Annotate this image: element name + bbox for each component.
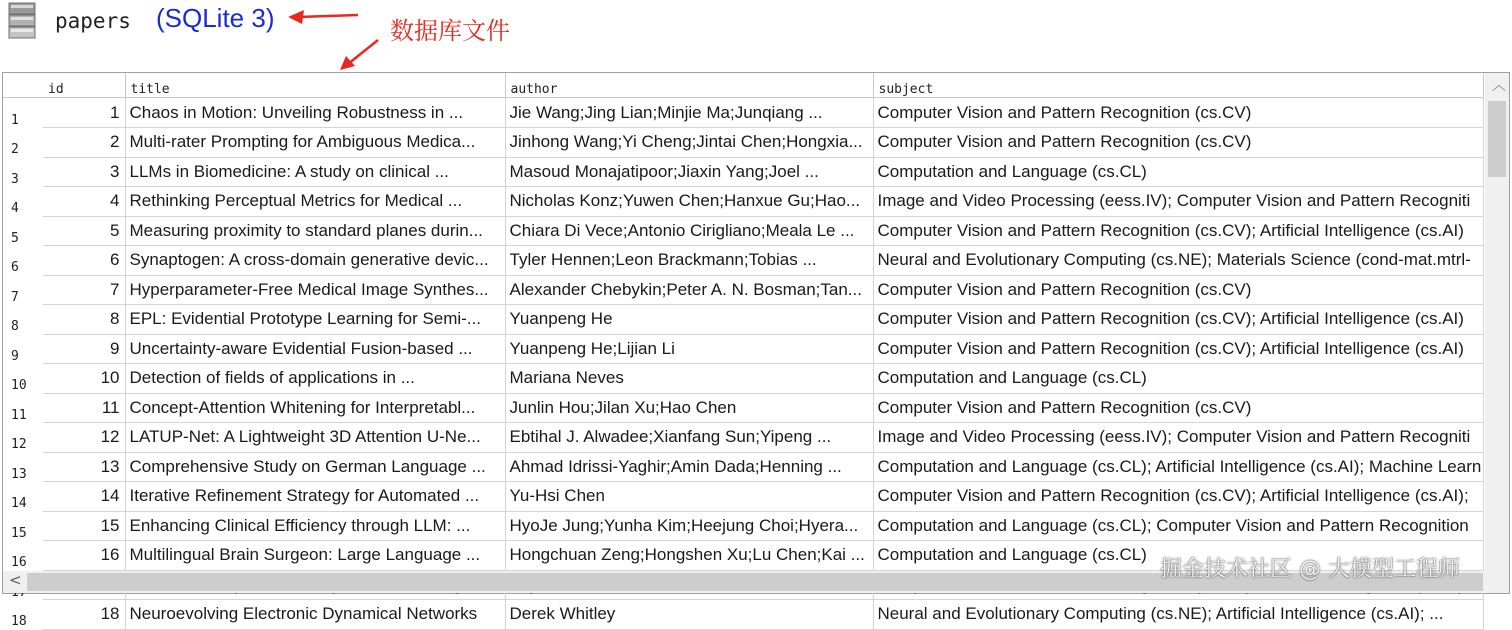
table-row[interactable] [3, 187, 1483, 217]
cell-subject[interactable]: Computation and Language (cs.CL) [873, 157, 1483, 187]
column-header-author[interactable]: author [505, 73, 873, 98]
row-number[interactable]: 10 [11, 378, 27, 393]
table-row[interactable] [3, 305, 1483, 335]
arrow-down-left-icon [338, 38, 382, 72]
cell-id[interactable]: 15 [43, 511, 125, 541]
cell-title[interactable]: LATUP-Net: A Lightweight 3D Attention U-Ne... [125, 423, 505, 453]
watermark: 掘金技术社区 @ 大模型工程师 [1160, 557, 1460, 582]
cell-title[interactable]: Neuroevolving Electronic Dynamical Networks [125, 600, 505, 630]
cell-author[interactable]: Ebtihal J. Alwadee;Xianfang Sun;Yipeng ... [505, 423, 873, 453]
cell-author[interactable]: Yuanpeng He;Lijian Li [505, 334, 873, 364]
table-row[interactable] [3, 334, 1483, 364]
row-number[interactable]: 4 [11, 201, 19, 216]
chevron-left-icon[interactable]: < [9, 571, 22, 589]
cell-title[interactable]: Iterative Refinement Strategy for Automated ... [125, 482, 505, 512]
vertical-scroll-thumb[interactable] [1488, 101, 1506, 177]
cell-author[interactable]: Junlin Hou;Jilan Xu;Hao Chen [505, 393, 873, 423]
cell-title[interactable]: Rethinking Perceptual Metrics for Medical ... [125, 187, 505, 217]
cell-id[interactable]: 8 [43, 305, 125, 335]
table-row[interactable] [3, 275, 1483, 305]
cell-id[interactable]: 14 [43, 482, 125, 512]
cell-title[interactable]: Enhancing Clinical Efficiency through LLM: ... [125, 511, 505, 541]
cell-subject[interactable]: Computer Vision and Pattern Recognition (cs.CV); Artificial Intelligence (cs.AI) [873, 334, 1483, 364]
database-name: papers [55, 9, 131, 33]
cell-subject[interactable]: Neural and Evolutionary Computing (cs.NE); Artificial Intelligence (cs.AI); ... [873, 600, 1483, 630]
cell-subject[interactable]: Computation and Language (cs.CL); Computer Vision and Pattern Recognition [873, 511, 1483, 541]
cell-subject[interactable]: Computer Vision and Pattern Recognition (cs.CV) [873, 393, 1483, 423]
cell-subject[interactable]: Computer Vision and Pattern Recognition (cs.CV); Artificial Intelligence (cs.AI) [873, 305, 1483, 335]
cell-id[interactable]: 5 [43, 216, 125, 246]
cell-id[interactable]: 2 [43, 128, 125, 158]
table-row[interactable] [3, 452, 1483, 482]
cell-author[interactable]: Ahmad Idrissi-Yaghir;Amin Dada;Henning ... [505, 452, 873, 482]
cell-subject[interactable]: Neural and Evolutionary Computing (cs.NE); Materials Science (cond-mat.mtrl- [873, 246, 1483, 276]
cell-subject[interactable]: Image and Video Processing (eess.IV); Computer Vision and Pattern Recogniti [873, 187, 1483, 217]
column-header-subject[interactable]: subject [873, 73, 1483, 98]
chevron-up-icon: ︿ [1492, 78, 1506, 94]
cell-subject[interactable]: Computation and Language (cs.CL) [873, 541, 1483, 571]
column-header-title[interactable]: title [125, 73, 505, 98]
cell-id[interactable]: 16 [43, 541, 125, 571]
cell-id[interactable]: 6 [43, 246, 125, 276]
cell-title[interactable]: EPL: Evidential Prototype Learning for Semi-... [125, 305, 505, 335]
cell-id[interactable]: 7 [43, 275, 125, 305]
cell-title[interactable]: Multilingual Brain Surgeon: Large Language ... [125, 541, 505, 571]
cell-title[interactable]: LLMs in Biomedicine: A study on clinical ... [125, 157, 505, 187]
row-number[interactable]: 2 [11, 142, 19, 157]
table-row[interactable] [3, 600, 1483, 630]
table-row[interactable] [3, 98, 1483, 128]
row-number[interactable]: 12 [11, 437, 27, 452]
cell-id[interactable]: 13 [43, 452, 125, 482]
table-row[interactable] [3, 511, 1483, 541]
table-row[interactable] [3, 423, 1483, 453]
cell-id[interactable]: 10 [43, 364, 125, 394]
cell-author[interactable]: Chiara Di Vece;Antonio Cirigliano;Meala Le ... [505, 216, 873, 246]
cell-author[interactable]: Yuanpeng He [505, 305, 873, 335]
row-number[interactable]: 3 [11, 171, 19, 187]
scrollbar-corner [1485, 571, 1509, 593]
cell-subject[interactable]: Computer Vision and Pattern Recognition (cs.CV) [873, 98, 1483, 128]
annotation-label: 数据库文件 [390, 17, 510, 45]
cell-author[interactable]: Jinhong Wang;Yi Cheng;Jintai Chen;Hongxia... [505, 128, 873, 158]
cell-title[interactable]: Chaos in Motion: Unveiling Robustness in ... [125, 98, 505, 128]
cell-title[interactable]: Multi-rater Prompting for Ambiguous Medica... [125, 128, 505, 158]
scroll-up-button[interactable] [1485, 73, 1509, 97]
table-body [3, 98, 1483, 630]
cell-subject[interactable]: Computer Vision and Pattern Recognition (cs.CV); Artificial Intelligence (cs.AI); [873, 482, 1483, 512]
cell-title[interactable]: Detection of fields of applications in ... [125, 364, 505, 394]
cell-author[interactable]: Alexander Chebykin;Peter A. N. Bosman;Tan... [505, 275, 873, 305]
row-number[interactable]: 16 [11, 555, 27, 570]
cell-subject[interactable]: Computer Vision and Pattern Recognition (cs.CV); Artificial Intelligence (cs.AI) [873, 216, 1483, 246]
row-number[interactable]: 9 [11, 348, 19, 364]
data-table [3, 73, 1484, 630]
row-number[interactable]: 6 [11, 260, 19, 275]
cell-title[interactable]: Comprehensive Study on German Language ... [125, 452, 505, 482]
data-grid[interactable] [2, 72, 1510, 629]
cell-id[interactable]: 9 [43, 334, 125, 364]
header-bar [0, 0, 1512, 70]
table-row[interactable] [3, 128, 1483, 158]
row-number-header [3, 73, 43, 98]
cell-id[interactable]: 1 [43, 98, 125, 128]
cell-id[interactable]: 18 [43, 600, 125, 630]
cell-title[interactable]: Measuring proximity to standard planes durin... [125, 216, 505, 246]
cell-title[interactable]: Hyperparameter-Free Medical Image Synthes... [125, 275, 505, 305]
table-row[interactable] [3, 246, 1483, 276]
cell-author[interactable]: Masoud Monajatipoor;Jiaxin Yang;Joel ... [505, 157, 873, 187]
vertical-scrollbar[interactable] [1485, 97, 1509, 571]
database-icon [8, 2, 36, 40]
row-number[interactable]: 11 [11, 407, 27, 423]
row-number[interactable]: 1 [11, 112, 19, 128]
cell-subject[interactable]: Computer Vision and Pattern Recognition (cs.CV) [873, 275, 1483, 305]
table-row[interactable] [3, 393, 1483, 423]
row-number[interactable]: 8 [11, 319, 19, 334]
cell-id[interactable]: 4 [43, 187, 125, 217]
table-row[interactable] [3, 157, 1483, 187]
row-number[interactable]: 14 [11, 496, 27, 511]
row-number[interactable]: 13 [11, 466, 27, 482]
arrow-left-icon [288, 6, 360, 26]
cell-author[interactable]: Nicholas Konz;Yuwen Chen;Hanxue Gu;Hao... [505, 187, 873, 217]
cell-author[interactable]: Tyler Hennen;Leon Brackmann;Tobias ... [505, 246, 873, 276]
cell-id[interactable]: 12 [43, 423, 125, 453]
column-header-id[interactable]: id [43, 73, 125, 98]
table-row[interactable] [3, 216, 1483, 246]
cell-author[interactable]: Hongchuan Zeng;Hongshen Xu;Lu Chen;Kai ... [505, 541, 873, 571]
cell-subject[interactable]: Computation and Language (cs.CL); Artificial Intelligence (cs.AI); Machine Learn [873, 452, 1483, 482]
row-number[interactable]: 5 [11, 230, 19, 246]
cell-title[interactable]: Synaptogen: A cross-domain generative devic... [125, 246, 505, 276]
cell-subject[interactable]: Image and Video Processing (eess.IV); Computer Vision and Pattern Recogniti [873, 423, 1483, 453]
cell-subject[interactable]: Computer Vision and Pattern Recognition (cs.CV) [873, 128, 1483, 158]
cell-author[interactable]: Jie Wang;Jing Lian;Minjie Ma;Junqiang ... [505, 98, 873, 128]
cell-author[interactable]: Yu-Hsi Chen [505, 482, 873, 512]
header-row [3, 73, 1483, 98]
database-type: (SQLite 3) [156, 3, 275, 33]
cell-subject[interactable]: Computation and Language (cs.CL) [873, 364, 1483, 394]
cell-author[interactable]: Mariana Neves [505, 364, 873, 394]
row-number[interactable]: 18 [11, 614, 27, 629]
cell-author[interactable]: HyoJe Jung;Yunha Kim;Heejung Choi;Hyera... [505, 511, 873, 541]
table-row[interactable] [3, 482, 1483, 512]
cell-title[interactable]: Uncertainty-aware Evidential Fusion-based ... [125, 334, 505, 364]
row-number[interactable]: 15 [11, 525, 27, 541]
cell-title[interactable]: Concept-Attention Whitening for Interpretabl... [125, 393, 505, 423]
cell-id[interactable]: 3 [43, 157, 125, 187]
table-row[interactable] [3, 364, 1483, 394]
cell-author[interactable]: Derek Whitley [505, 600, 873, 630]
row-number[interactable]: 7 [11, 289, 19, 305]
cell-id[interactable]: 11 [43, 393, 125, 423]
